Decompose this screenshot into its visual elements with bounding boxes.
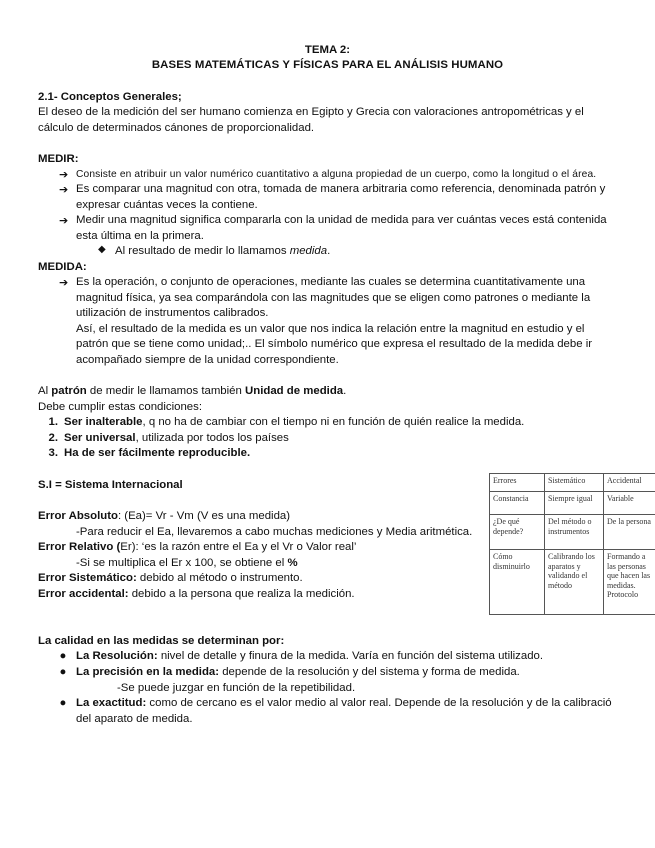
- medida-heading: MEDIDA:: [38, 261, 87, 273]
- error-accidental: Error accidental: debido a la persona que realiza la medición.: [38, 588, 355, 600]
- medir-bullet-3-cont: esta última en la primera.: [76, 230, 204, 242]
- paragraph-line: El deseo de la medición del ser humano comienza en Egipto y Grecia con valoraciones antropométricas y el: [38, 106, 584, 118]
- condition-item: 1. Ser inalterable, q no ha de cambiar con el tiempo ni en función de quién realice la medida.: [48, 416, 525, 428]
- precision-note: -Se puede juzgar en función de la repetibilidad.: [117, 682, 356, 694]
- table-header-cell: Sistemático: [545, 474, 604, 492]
- medir-bullet-1: Consiste en atribuir un valor numérico cuantitativo a alguna propiedad de un cuerpo, como la longitud o el área.: [76, 169, 597, 180]
- medida-line: acompañado siempre de la unidad correspondiente.: [76, 354, 339, 366]
- error-relativo-note: -Si se multiplica el Er x 100, se obtiene el %: [76, 557, 298, 569]
- calidad-item: La exactitud: como de cercano es el valor medio al valor real. Depende de la resolución y de la calibració: [76, 697, 612, 709]
- arrow-icon: ➔: [59, 184, 69, 196]
- si-label: S.I = Sistema Internacional: [38, 479, 183, 491]
- table-cell: ¿De qué depende?: [490, 515, 545, 550]
- medida-line: Así, el resultado de la medida es un valor que nos indica la relación entre la magnitud en estudio y el: [76, 323, 585, 335]
- calidad-item-cont: del aparato de medida.: [76, 713, 193, 725]
- table-row: [490, 515, 655, 550]
- table-row: [490, 550, 655, 615]
- medida-line: patrón que se tiene como unidad;.. El símbolo numérico que expresa el resultado de la medida debe ir: [76, 338, 593, 350]
- error-relativo: Error Relativo (Er): ‘es la razón entre el Ea y el Vr o Valor real’: [38, 541, 357, 553]
- table-row: [490, 492, 655, 515]
- calidad-item: La precisión en la medida: depende de la resolución y del sistema y forma de medida.: [76, 666, 520, 678]
- table-cell: Variable: [604, 492, 655, 515]
- paragraph-line: cálculo de determinados cánones de proporcionalidad.: [38, 122, 315, 134]
- table-header-row: [490, 474, 655, 492]
- arrow-icon: ➔: [59, 277, 69, 289]
- medir-bullet-2: Es comparar una magnitud con otra, tomada de manera arbitraria como referencia, denominada patrón y: [76, 183, 606, 195]
- table-cell: Calibrando los aparatos y validando el método: [545, 550, 604, 615]
- patron-line: Al patrón de medir le llamamos también Unidad de medida.: [38, 385, 347, 397]
- title-line-1: TEMA 2:: [304, 44, 351, 56]
- table-cell: Del método o instrumentos: [545, 515, 604, 550]
- condition-item: 2. Ser universal, utilizada por todos los países: [48, 432, 289, 444]
- medida-line: Es la operación, o conjunto de operaciones, mediante las cuales se determina cuantitativamente una: [76, 276, 586, 288]
- medir-bullet-3: Medir una magnitud significa compararla con la unidad de medida para ver cuántas veces está contenida: [76, 214, 607, 226]
- conditions-intro: Debe cumplir estas condiciones:: [38, 401, 202, 413]
- calidad-heading: La calidad en las medidas se determinan por:: [38, 635, 285, 647]
- arrow-icon: ➔: [59, 169, 69, 181]
- error-absoluto-note: -Para reducir el Ea, llevaremos a cabo muchas mediciones y Media aritmética.: [76, 526, 473, 538]
- table-header-cell: Errores: [490, 474, 545, 492]
- medida-line: utilización de instrumentos calibrados.: [76, 307, 269, 319]
- arrow-icon: ➔: [59, 215, 69, 227]
- condition-item: 3. Ha de ser fácilmente reproducible.: [48, 447, 251, 459]
- bullet-dot-icon: ●: [59, 650, 67, 662]
- medida-line: magnitud física, ya sea comparándola con las magnitudes que se eligen como patrones o mediante la: [76, 292, 591, 304]
- table-cell: Constancia: [490, 492, 545, 515]
- table-cell: Siempre igual: [545, 492, 604, 515]
- table-cell: De la persona: [604, 515, 655, 550]
- medir-heading: MEDIR:: [38, 153, 79, 165]
- diamond-bullet-icon: ◆: [98, 244, 106, 255]
- table-cell: Cómo disminuirlo: [490, 550, 545, 615]
- error-comparison-table: [489, 473, 655, 615]
- medir-bullet-2-cont: expresar cuántas veces la contiene.: [76, 199, 258, 211]
- bullet-dot-icon: ●: [59, 697, 67, 709]
- table-cell: Formando a las personas que hacen las medidas. Protocolo: [604, 550, 655, 615]
- table-header-cell: Accidental: [604, 474, 655, 492]
- error-sistematico: Error Sistemático: debido al método o instrumento.: [38, 572, 303, 584]
- section-heading: 2.1- Conceptos Generales;: [38, 91, 182, 103]
- title-line-2: BASES MATEMÁTICAS Y FÍSICAS PARA EL ANÁLISIS HUMANO: [151, 59, 504, 71]
- error-absoluto: Error Absoluto: (Ea)= Vr - Vm (V es una medida): [38, 510, 291, 522]
- bullet-dot-icon: ●: [59, 666, 67, 678]
- medir-subbullet: Al resultado de medir lo llamamos medida.: [115, 245, 331, 257]
- calidad-item: La Resolución: nivel de detalle y finura de la medida. Varía en función del sistema utilizado.: [76, 650, 544, 662]
